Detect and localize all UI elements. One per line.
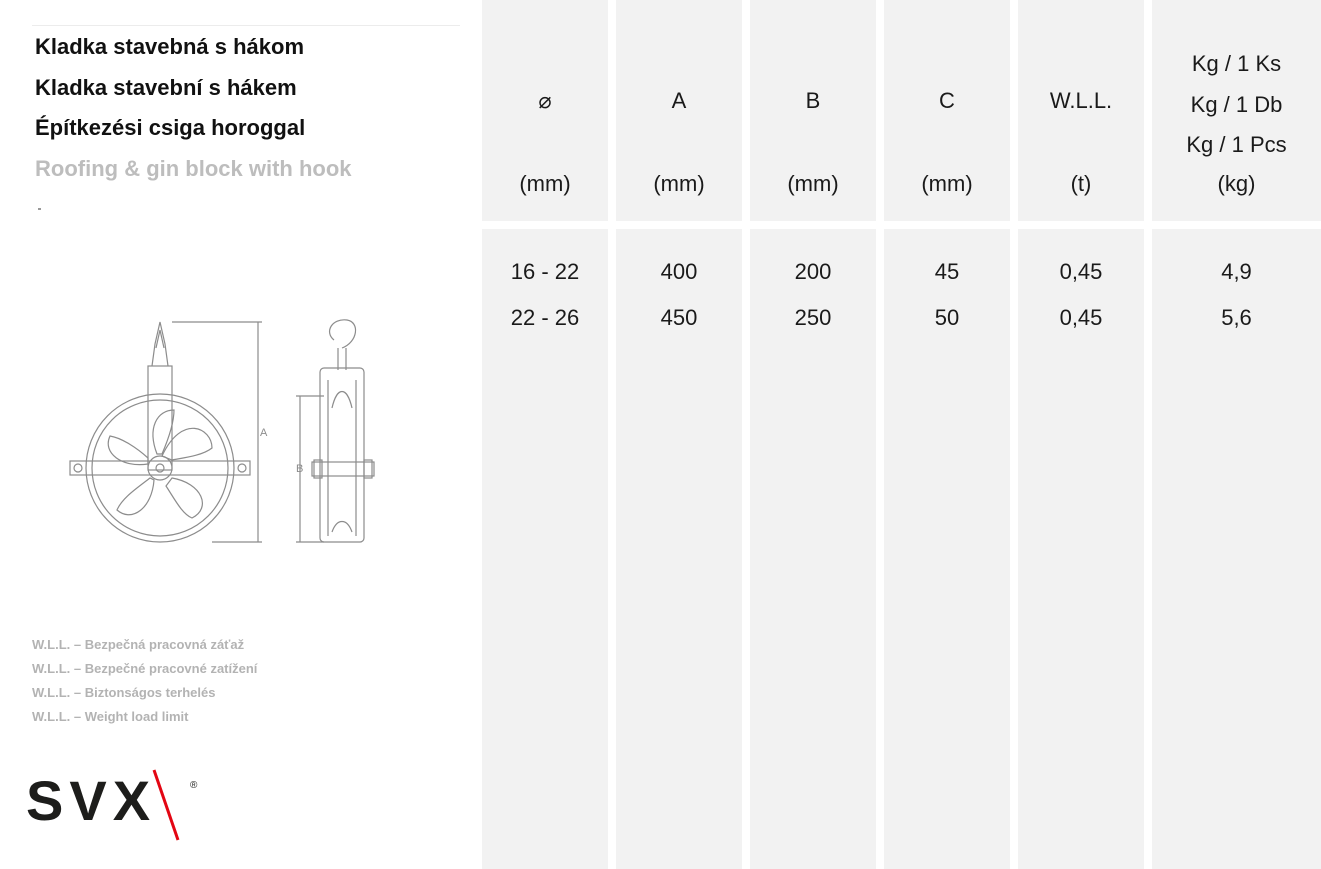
header-c: C <box>939 88 955 113</box>
unit-weight: (kg) <box>1217 171 1256 196</box>
table-cell: 45 <box>934 259 960 284</box>
table-cell: 4,9 <box>1221 259 1252 284</box>
title-hungarian: Építkezési csiga horoggal <box>35 115 306 140</box>
dimension-label-b: B <box>296 463 304 475</box>
table-cell: 0,45 <box>1059 259 1103 284</box>
header-weight-sk: Kg / 1 Ks <box>1191 51 1282 76</box>
table-cell: 400 <box>660 259 698 284</box>
product-titles <box>35 32 352 194</box>
header-a: A <box>671 88 687 113</box>
table-cell: 50 <box>934 305 960 330</box>
unit-b: (mm) <box>787 171 839 196</box>
header-weight-cz: Kg / 1 Db <box>1190 91 1283 117</box>
pulley-technical-drawing <box>62 318 382 550</box>
registered-mark: ® <box>190 780 198 791</box>
title-slovak: Kladka stavebná s hákom <box>35 34 305 59</box>
top-divider <box>32 25 460 26</box>
legend-line-cz: W.L.L. – Bezpečné pracovné zatížení <box>32 661 258 676</box>
table-cell: 5,6 <box>1221 305 1252 330</box>
unit-wll: (t) <box>1070 171 1092 196</box>
title-czech: Kladka stavební s hákem <box>35 74 297 100</box>
decorative-mark <box>38 208 41 210</box>
table-cell: 250 <box>794 305 832 330</box>
header-wll: W.L.L. <box>1049 88 1113 113</box>
wll-legend <box>32 634 257 730</box>
table-cell: 0,45 <box>1059 305 1103 330</box>
table-cell: 200 <box>794 259 832 284</box>
legend-line-hu: W.L.L. – Biztonságos terhelés <box>32 685 216 700</box>
unit-a: (mm) <box>653 171 705 196</box>
unit-diameter: (mm) <box>519 171 571 196</box>
unit-c: (mm) <box>921 171 973 196</box>
svx-logo <box>26 766 206 842</box>
table-cell: 22 - 26 <box>510 305 580 330</box>
logo-red-stroke <box>154 770 178 840</box>
title-english: Roofing & gin block with hook <box>35 155 352 181</box>
header-weight <box>1152 44 1321 166</box>
dimension-label-a: A <box>260 427 268 439</box>
header-diameter: ⌀ <box>538 88 552 113</box>
legend-line-en: W.L.L. – Weight load limit <box>32 709 189 724</box>
table-cell: 16 - 22 <box>510 259 580 284</box>
table-cell: 450 <box>660 305 698 330</box>
header-b: B <box>805 88 821 113</box>
logo-text: SVX <box>26 769 157 832</box>
legend-line-sk: W.L.L. – Bezpečná pracovná záťaž <box>32 637 245 652</box>
header-weight-en: Kg / 1 Pcs <box>1186 132 1287 157</box>
